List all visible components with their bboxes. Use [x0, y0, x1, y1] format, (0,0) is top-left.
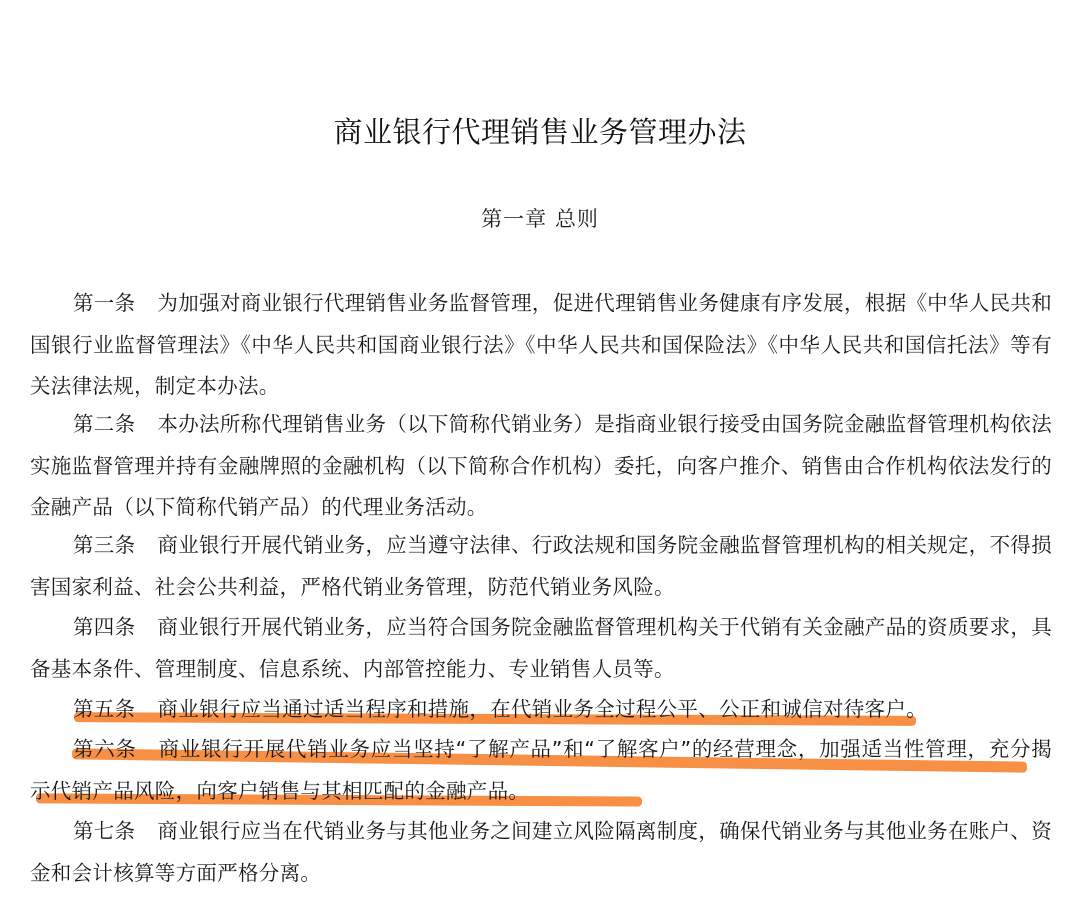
article-6 [30, 729, 1052, 812]
article-number: 第七条 [73, 819, 136, 843]
article-1 [30, 283, 1052, 408]
article-3 [30, 525, 1052, 608]
article-2 [30, 404, 1052, 529]
article-4 [30, 607, 1052, 690]
article-number: 第二条 [73, 412, 136, 436]
article-number: 第一条 [73, 291, 136, 315]
article-number: 第五条 [73, 697, 136, 721]
article-number: 第四条 [73, 615, 136, 639]
document-title: 商业银行代理销售业务管理办法 [333, 115, 747, 149]
article-number: 第六条 [73, 737, 137, 761]
article-text: 商业银行应当通过适当程序和措施，在代销业务全过程公平、公正和诚信对待客户。 [157, 697, 928, 721]
article-5 [30, 689, 1052, 731]
article-text: 商业银行开展代销业务应当坚持“了解产品”和“了解客户”的经营理念，加强适当性管理，充分揭示代销产品风险，向客户销售与其相匹配的金融产品。 [30, 737, 1052, 803]
article-text: 商业银行应当在代销业务与其他业务之间建立风险隔离制度，确保代销业务与其他业务在账户、资金和会计核算等方面严格分离。 [30, 819, 1052, 885]
article-7 [30, 811, 1052, 894]
article-number: 第三条 [73, 533, 136, 557]
article-text: 为加强对商业银行代理销售业务监督管理，促进代理销售业务健康有序发展，根据《中华人民共和国银行业监督管理法》《中华人民共和国商业银行法》《中华人民共和国保险法》《中华人民共和国信托法》等有关法律法规，制定本办法。 [30, 291, 1052, 398]
article-text: 本办法所称代理销售业务（以下简称代销业务）是指商业银行接受由国务院金融监督管理机构依法实施监督管理并持有金融牌照的金融机构（以下简称合作机构）委托，向客户推介、销售由合作机构依法发行的金融产品（以下简称代销产品）的代理业务活动。 [30, 412, 1052, 519]
article-text: 商业银行开展代销业务，应当遵守法律、行政法规和国务院金融监督管理机构的相关规定，不得损害国家利益、社会公共利益，严格代销业务管理，防范代销业务风险。 [30, 533, 1052, 599]
article-text: 商业银行开展代销业务，应当符合国务院金融监督管理机构关于代销有关金融产品的资质要求，具备基本条件、管理制度、信息系统、内部管控能力、专业销售人员等。 [30, 615, 1052, 681]
chapter-heading: 第一章 总则 [481, 207, 599, 231]
